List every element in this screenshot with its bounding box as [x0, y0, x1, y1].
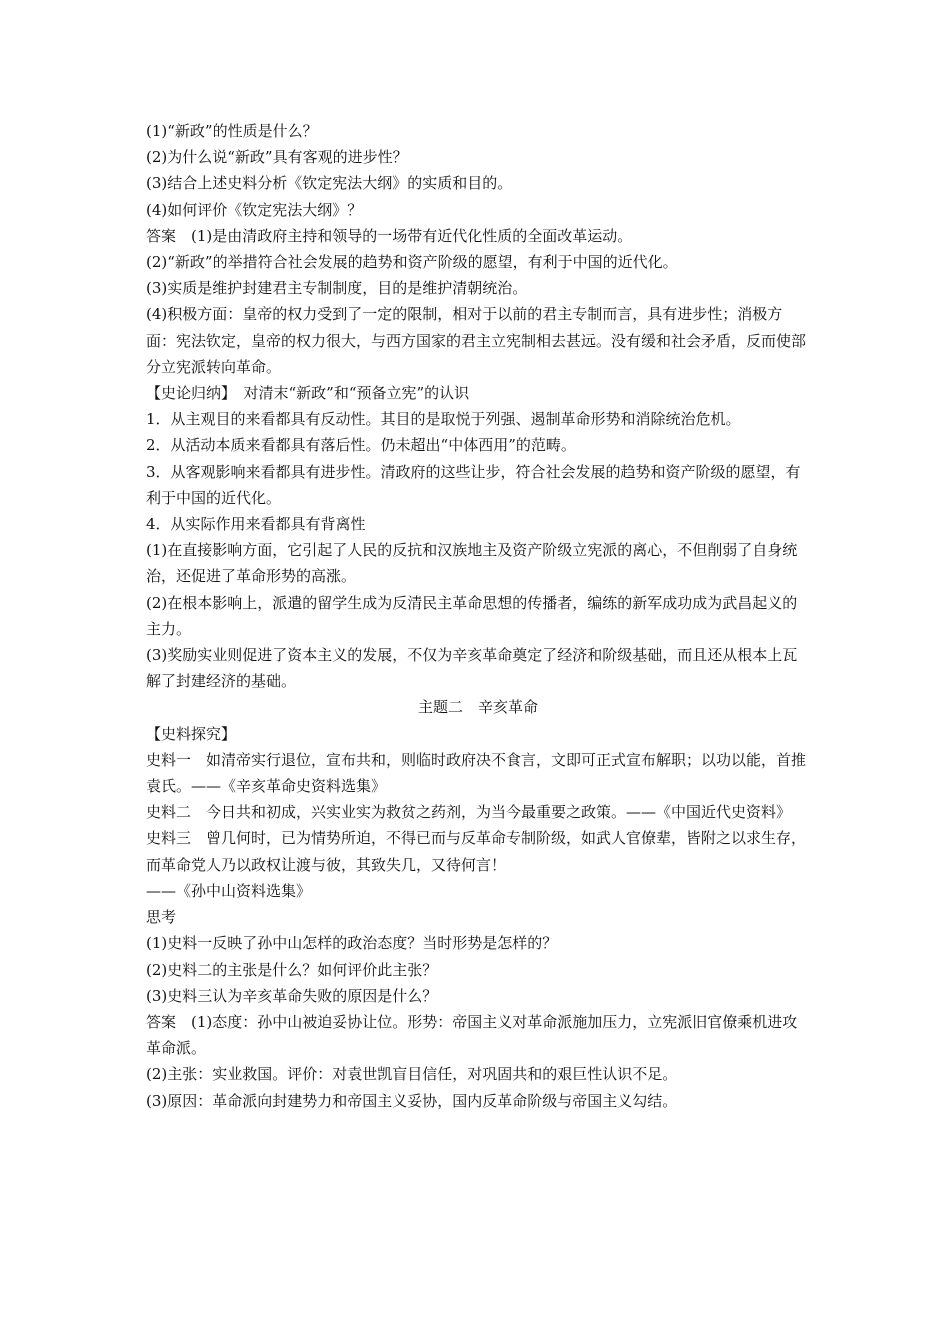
answer-4: (4)积极方面：皇帝的权力受到了一定的限制，相对于以前的君主专制而言，具有进步性；消极方面：宪法钦定，皇帝的权力很大，与西方国家的君主立宪制相去甚远。没有缓和社会矛盾，反而使部分立宪派转向革命。 — [146, 305, 807, 376]
question-1: (1)“新政”的性质是什么？ — [146, 122, 318, 140]
source-1: 史料一 如清帝实行退位，宣布共和，则临时政府决不食言，文即可正式宣布解职；以功以能，首推袁氏。——《辛亥革命史资料选集》 — [146, 750, 807, 796]
think-answer-3: (3)原因：革命派向封建势力和帝国主义妥协，国内反革命阶级与帝国主义勾结。 — [146, 1091, 678, 1110]
answer-1: 答案 (1)是由清政府主持和领导的一场带有近代化性质的全面改革运动。 — [146, 226, 633, 245]
source-2: 史料二 今日共和初成，兴实业实为救贫之药剂，为当今最重要之政策。——《中国近代史资料》 — [146, 803, 792, 822]
summary-subpoint-3: (3)奖励实业则促进了资本主义的发展，不仅为辛亥革命奠定了经济和阶级基础，而且还从根本上瓦解了封建经济的基础。 — [146, 646, 798, 691]
think-answer-2: (2)主张：实业救国。评价：对袁世凯盲目信任，对巩固共和的艰巨性认识不足。 — [146, 1065, 678, 1084]
think-heading: 思考 — [146, 908, 177, 927]
source-3: 史料三 曾几何时，已为情势所迫，不得已而与反革命专制阶级，如武人官僚辈，皆附之以求生存，而革命党人乃以政权让渡与彼，其致失几，又待何言！ — [146, 829, 807, 874]
source-3-citation: ——《孙中山资料选集》 — [146, 881, 312, 900]
summary-point-2: 2．从活动本质来看都具有落后性。仍未超出“中体西用”的范畴。 — [146, 436, 576, 455]
think-question-1: (1)史料一反映了孙中山怎样的政治态度？当时形势是怎样的？ — [146, 934, 558, 953]
question-4: (4)如何评价《钦定宪法大纲》？ — [146, 200, 363, 219]
summary-subpoint-1: (1)在直接影响方面，它引起了人民的反抗和汉族地主及资产阶级立宪派的离心，不但削弱了自身统治，还促进了革命形势的高涨。 — [146, 541, 798, 586]
summary-point-1: 1．从主观目的来看都具有反动性。其目的是取悦于列强、遏制革命形势和消除统治危机。 — [146, 410, 741, 429]
summary-point-3: 3．从客观影响来看都具有进步性。清政府的这些让步，符合社会发展的趋势和资产阶级的愿望，有利于中国的近代化。 — [146, 462, 801, 507]
question-3: (3)结合上述史料分析《钦定宪法大纲》的实质和目的。 — [146, 174, 513, 193]
think-question-2: (2)史料二的主张是什么？如何评价此主张？ — [146, 960, 438, 979]
summary-point-4: 4．从实际作用来看都具有背离性 — [146, 515, 366, 534]
section-title: 主题二 辛亥革命 — [417, 698, 538, 717]
think-answer-1: 答案 (1)态度：孙中山被迫妥协让位。形势：帝国主义对革命派施加压力，立宪派旧官僚乘机进攻革命派。 — [146, 1012, 798, 1058]
summary-subpoint-2: (2)在根本影响上，派遣的留学生成为反清民主革命思想的传播者，编练的新军成功成为武昌起义的主力。 — [146, 593, 798, 638]
summary-heading: 【史论归纳】 对清末“新政”和“预备立宪”的认识 — [146, 384, 470, 403]
question-2: (2)为什么说“新政”具有客观的进步性？ — [146, 148, 408, 167]
document-page — [146, 118, 810, 1114]
source-heading: 【史料探究】 — [146, 724, 237, 743]
answer-2: (2)“新政”的举措符合社会发展的趋势和资产阶级的愿望，有利于中国的近代化。 — [146, 253, 678, 272]
answer-3: (3)实质是维护封建君主专制制度，目的是维护清朝统治。 — [146, 279, 528, 298]
think-question-3: (3)史料三认为辛亥革命失败的原因是什么？ — [146, 986, 438, 1005]
